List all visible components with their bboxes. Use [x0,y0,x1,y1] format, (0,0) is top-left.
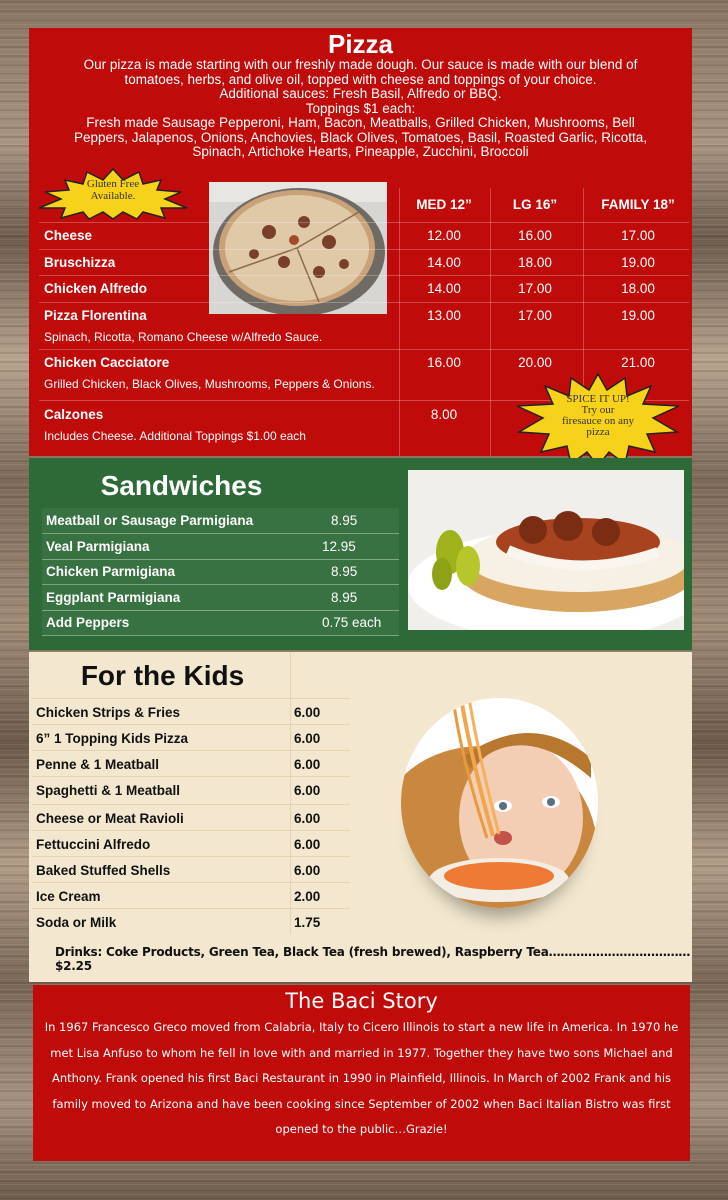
pizza-toppings-line: Fresh made Sausage Pepperoni, Ham, Bacon, Meatballs, Grilled Chicken, Mushrooms, Bell [86,115,635,130]
pizza-price: 14.00 [427,281,461,296]
pizza-item-name: Pizza Florentina [44,308,147,323]
sandwich-row [42,585,399,611]
sandwich-name: Meatball or Sausage Parmigiana [46,513,254,528]
size-header-row [39,188,689,223]
pizza-row [39,250,689,276]
drinks-line: Drinks: Coke Products, Green Tea, Black Tea (fresh brewed), Raspberry Tea………………………………$2.25 [55,945,691,973]
sandwich-name: Add Peppers [46,615,130,630]
kids-item-price: 6.00 [294,705,321,720]
spice-line: pizza [586,426,610,438]
kids-row [32,750,350,776]
sandwich-row [42,559,399,585]
pizza-row [39,303,689,350]
kid-eating-spaghetti-photo [401,698,598,908]
kids-row [32,908,350,934]
kids-row [32,776,350,802]
spice-it-up-badge [513,372,683,468]
gluten-free-line: Available. [90,190,136,202]
sandwiches-section [29,458,692,650]
pizza-desc-line: Our pizza is made starting with our freshly made dough. Our sauce is made with our blend of [83,57,638,72]
kids-row [32,856,350,882]
pizza-price: 19.00 [621,308,655,323]
kids-row [32,804,350,830]
kids-item-name: Fettuccini Alfredo [36,837,151,852]
kids-item-name: Baked Stuffed Shells [36,863,171,878]
pizza-item-description: Spinach, Ricotta, Romano Cheese w/Alfredo Sauce. [44,330,323,344]
kids-row [32,882,350,908]
sandwich-price: 8.95 [331,590,358,605]
kids-item-price: 6.00 [294,863,321,878]
pizza-item-description: Includes Cheese. Additional Toppings $1.00 each [44,429,306,443]
kids-item-price: 6.00 [294,731,321,746]
spice-line: firesauce on any [561,415,635,427]
sandwich-price: 8.95 [331,513,358,528]
pizza-price: 21.00 [621,355,655,370]
pizza-price: 19.00 [621,255,655,270]
kids-section [29,652,692,982]
pizza-section [29,28,692,456]
kids-row [32,698,350,724]
kids-item-price: 6.00 [294,783,321,798]
sandwiches-title: Sandwiches [100,470,263,501]
pizza-item-name: Cheese [44,228,93,243]
kids-item-price: 2.00 [294,889,321,904]
kids-item-name: Ice Cream [36,889,101,904]
pizza-row [39,276,689,303]
pizza-item-name: Chicken Alfredo [44,281,148,296]
pizza-price: 18.00 [621,281,655,296]
pizza-price: 20.00 [518,355,552,370]
kids-item-name: Cheese or Meat Ravioli [36,811,184,826]
pizza-toppings-line: Spinach, Artichoke Hearts, Pineapple, Zucchini, Broccoli [192,144,529,159]
pizza-description [29,58,692,160]
pizza-price: 14.00 [427,255,461,270]
kids-row [32,830,350,856]
pizza-price: 18.00 [518,255,552,270]
spice-line: Try our [581,404,615,416]
kids-item-price: 1.75 [294,915,321,930]
kids-item-price: 6.00 [294,811,321,826]
baci-story-section [33,985,690,1161]
kids-title: For the Kids [80,660,245,691]
pizza-toppings-line: Peppers, Jalapenos, Onions, Anchovies, Black Olives, Tomatoes, Basil, Roasted Garlic, Ricotta, [73,129,648,145]
kids-item-price: 6.00 [294,837,321,852]
story-body: In 1967 Francesco Greco moved from Calabria, Italy to Cicero Illinois to start a new life in America. In 1970 he met Lisa Anfuso to whom he fell in love with and married in 1977. Together they have two sons Michael and Anthony. Frank opened his first Baci Restaurant in 1990 in Plainfield, Illinois. In March of 2002 Frank and his family moved to Arizona and have been cooking since September of 2002 when Baci Italian Bistro was first opened to the public…Grazie! [44,1020,679,1136]
sandwich-price: 12.95 [322,539,356,554]
kids-item-name: Soda or Milk [36,915,117,930]
pizza-item-description: Grilled Chicken, Black Olives, Mushrooms, Peppers & Onions. [44,377,375,391]
pizza-price: 12.00 [427,228,461,243]
pizza-price: 17.00 [621,228,655,243]
sandwich-price: 0.75 each [322,615,382,630]
size-header: MED 12” [416,197,472,212]
sandwich-row [42,534,399,560]
spice-line: SPICE IT UP! [566,393,630,405]
kids-item-name: Chicken Strips & Fries [36,705,181,720]
kids-item-name: 6” 1 Topping Kids Pizza [36,731,189,746]
kids-item-name: Penne & 1 Meatball [36,757,160,772]
pizza-toppings-label: Toppings $1 each: [305,100,416,116]
sandwich-name: Chicken Parmigiana [46,564,176,579]
sandwich-photo [408,470,684,630]
gluten-free-line: Gluten Free [86,178,140,190]
pizza-price: 13.00 [427,308,461,323]
size-header: LG 16” [512,197,558,212]
size-header: FAMILY 18” [601,197,675,212]
story-title: The Baci Story [285,989,438,1013]
pizza-price: 16.00 [427,355,461,370]
pizza-row [39,223,689,250]
pizza-price: 17.00 [518,308,552,323]
kids-item-name: Spaghetti & 1 Meatball [36,783,181,798]
kids-item-price: 6.00 [294,757,321,772]
pizza-price: 16.00 [518,228,552,243]
pizza-price: 8.00 [430,407,458,422]
pizza-item-name: Bruschizza [44,255,116,270]
pizza-desc-line: tomatoes, herbs, and olive oil, topped with cheese and toppings of your choice. [124,71,597,87]
pizza-title: Pizza [327,29,394,59]
sandwich-name: Eggplant Parmigiana [46,590,181,605]
sandwich-row [42,610,399,636]
pizza-sauces: Additional sauces: Fresh Basil, Alfredo or BBQ. [219,86,502,101]
pizza-item-name: Calzones [44,407,104,422]
sandwich-price: 8.95 [331,564,358,579]
pizza-item-name: Chicken Cacciatore [44,355,170,370]
kids-row [32,724,350,750]
sandwich-name: Veal Parmigiana [46,539,150,554]
sandwich-row [42,508,399,534]
pizza-price: 17.00 [518,281,552,296]
